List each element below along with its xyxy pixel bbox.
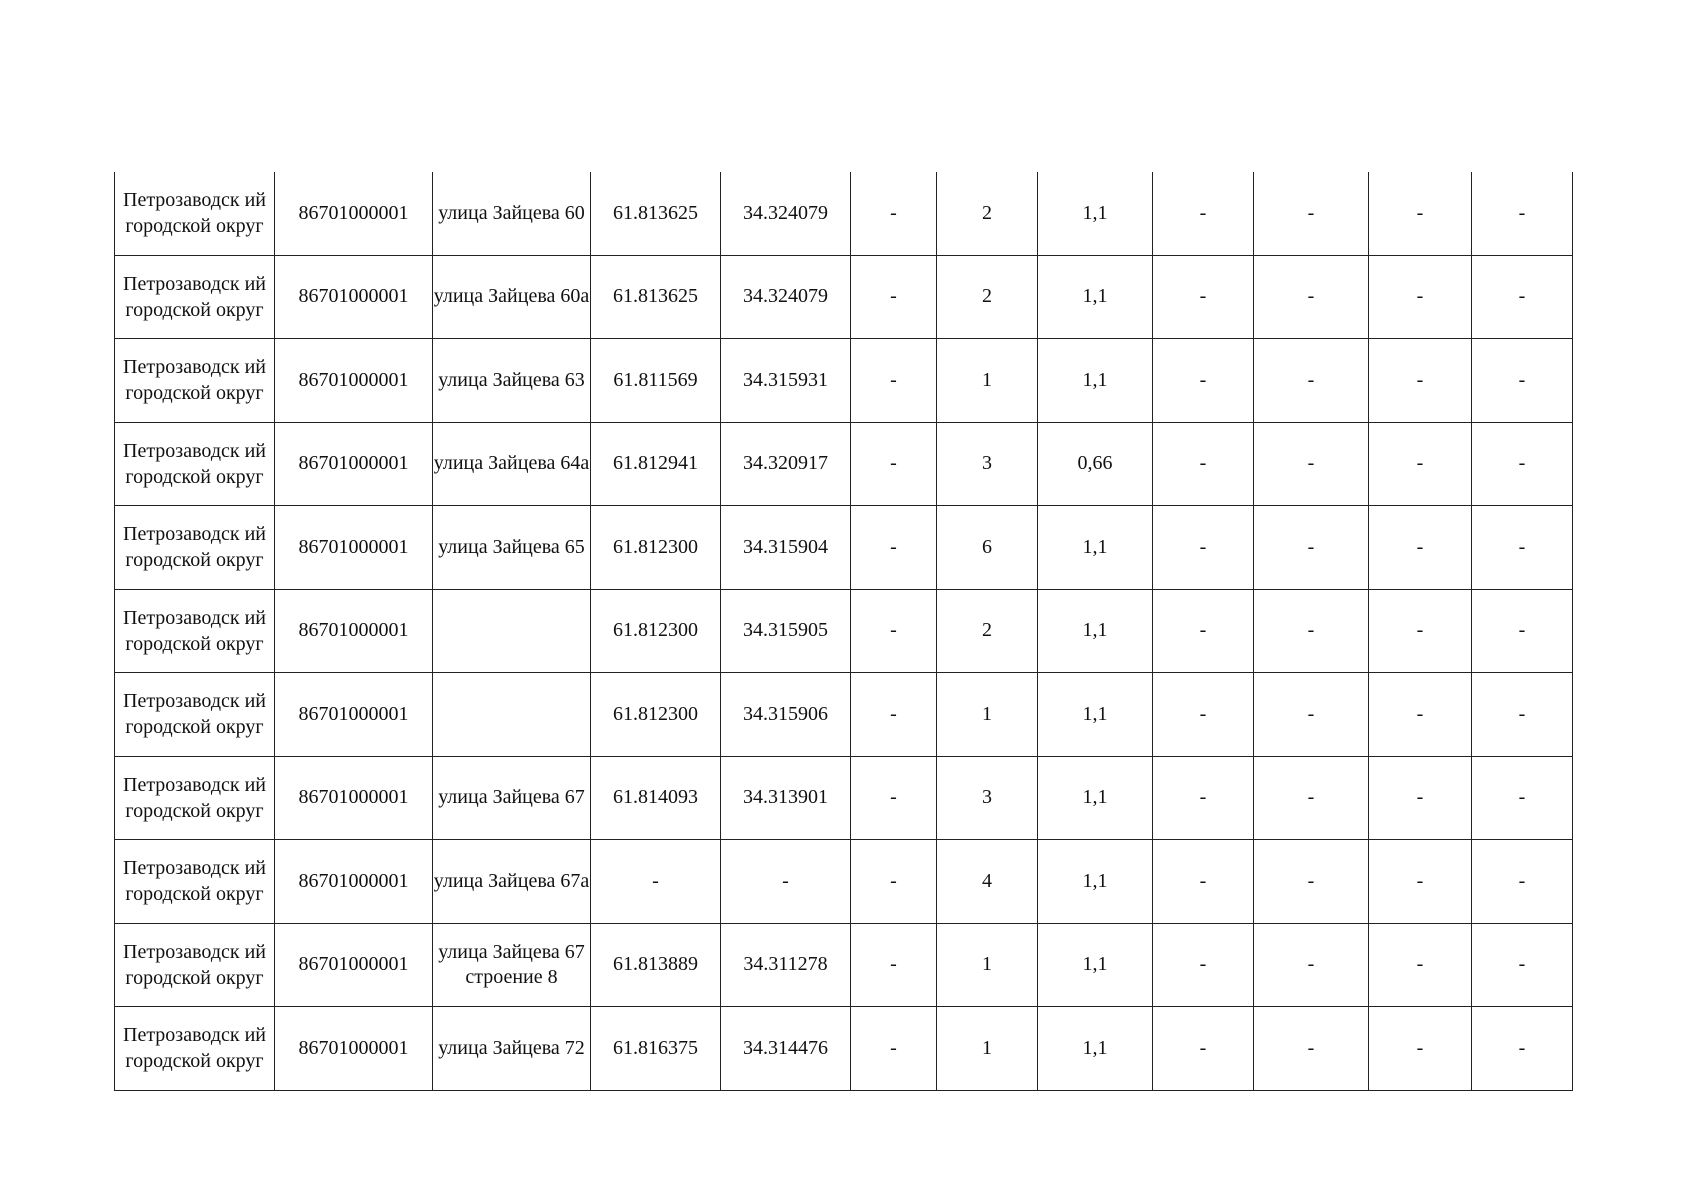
cell-col9: -	[1153, 339, 1254, 423]
cell-latitude: 61.811569	[591, 339, 721, 423]
cell-col11: -	[1369, 339, 1472, 423]
cell-col6: -	[851, 422, 937, 506]
cell-address: улица Зайцева 60	[433, 172, 591, 255]
cell-col6: -	[851, 589, 937, 673]
cell-col11: -	[1369, 506, 1472, 590]
cell-oktmo-code: 86701000001	[275, 756, 433, 840]
cell-col10: -	[1254, 255, 1369, 339]
cell-col11: -	[1369, 172, 1472, 255]
cell-col9: -	[1153, 506, 1254, 590]
table-row	[115, 172, 1573, 255]
cell-longitude: 34.320917	[721, 422, 851, 506]
cell-volume: 1,1	[1038, 1007, 1153, 1091]
cell-col10: -	[1254, 589, 1369, 673]
cell-address: улица Зайцева 72	[433, 1007, 591, 1091]
cell-col11: -	[1369, 422, 1472, 506]
cell-col10: -	[1254, 339, 1369, 423]
cell-col11: -	[1369, 840, 1472, 924]
cell-latitude: 61.813625	[591, 172, 721, 255]
cell-oktmo-code: 86701000001	[275, 1007, 433, 1091]
cell-municipality: Петрозаводск ий городской округ	[115, 756, 275, 840]
cell-col9: -	[1153, 923, 1254, 1007]
cell-latitude: 61.816375	[591, 1007, 721, 1091]
cell-col11: -	[1369, 255, 1472, 339]
cell-longitude: 34.311278	[721, 923, 851, 1007]
cell-longitude: 34.324079	[721, 172, 851, 255]
cell-latitude: 61.812300	[591, 589, 721, 673]
cell-volume: 1,1	[1038, 756, 1153, 840]
cell-address: улица Зайцева 67 строение 8	[433, 923, 591, 1007]
cell-volume: 1,1	[1038, 506, 1153, 590]
cell-count: 1	[937, 339, 1038, 423]
cell-col12: -	[1472, 255, 1573, 339]
cell-col11: -	[1369, 1007, 1472, 1091]
cell-latitude: -	[591, 840, 721, 924]
cell-longitude: 34.315905	[721, 589, 851, 673]
cell-municipality: Петрозаводск ий городской округ	[115, 589, 275, 673]
cell-col10: -	[1254, 422, 1369, 506]
cell-count: 2	[937, 172, 1038, 255]
cell-col9: -	[1153, 172, 1254, 255]
cell-col10: -	[1254, 172, 1369, 255]
cell-count: 1	[937, 923, 1038, 1007]
cell-oktmo-code: 86701000001	[275, 172, 433, 255]
cell-address	[433, 673, 591, 757]
cell-col12: -	[1472, 840, 1573, 924]
cell-col11: -	[1369, 756, 1472, 840]
cell-address: улица Зайцева 63	[433, 339, 591, 423]
table-row	[115, 339, 1573, 423]
cell-longitude: -	[721, 840, 851, 924]
cell-count: 1	[937, 1007, 1038, 1091]
cell-col12: -	[1472, 422, 1573, 506]
cell-municipality: Петрозаводск ий городской округ	[115, 339, 275, 423]
cell-oktmo-code: 86701000001	[275, 255, 433, 339]
cell-count: 1	[937, 673, 1038, 757]
cell-col12: -	[1472, 172, 1573, 255]
cell-col11: -	[1369, 673, 1472, 757]
cell-volume: 1,1	[1038, 589, 1153, 673]
cell-col10: -	[1254, 673, 1369, 757]
cell-col6: -	[851, 756, 937, 840]
cell-longitude: 34.313901	[721, 756, 851, 840]
cell-latitude: 61.813625	[591, 255, 721, 339]
cell-col12: -	[1472, 506, 1573, 590]
cell-oktmo-code: 86701000001	[275, 422, 433, 506]
cell-col6: -	[851, 1007, 937, 1091]
cell-longitude: 34.314476	[721, 1007, 851, 1091]
cell-col10: -	[1254, 756, 1369, 840]
cell-count: 3	[937, 422, 1038, 506]
table-row	[115, 923, 1573, 1007]
cell-volume: 1,1	[1038, 172, 1153, 255]
cell-col6: -	[851, 172, 937, 255]
cell-col9: -	[1153, 840, 1254, 924]
table-row	[115, 422, 1573, 506]
cell-col6: -	[851, 673, 937, 757]
table-row	[115, 589, 1573, 673]
cell-count: 2	[937, 589, 1038, 673]
cell-col11: -	[1369, 923, 1472, 1007]
cell-oktmo-code: 86701000001	[275, 673, 433, 757]
cell-municipality: Петрозаводск ий городской округ	[115, 172, 275, 255]
cell-longitude: 34.315906	[721, 673, 851, 757]
cell-col12: -	[1472, 756, 1573, 840]
cell-col6: -	[851, 840, 937, 924]
table-row	[115, 673, 1573, 757]
cell-latitude: 61.813889	[591, 923, 721, 1007]
cell-address: улица Зайцева 60а	[433, 255, 591, 339]
cell-address: улица Зайцева 67а	[433, 840, 591, 924]
cell-municipality: Петрозаводск ий городской округ	[115, 840, 275, 924]
cell-col6: -	[851, 339, 937, 423]
cell-latitude: 61.814093	[591, 756, 721, 840]
cell-volume: 1,1	[1038, 673, 1153, 757]
cell-volume: 1,1	[1038, 339, 1153, 423]
cell-latitude: 61.812300	[591, 506, 721, 590]
cell-col9: -	[1153, 422, 1254, 506]
cell-col10: -	[1254, 506, 1369, 590]
cell-latitude: 61.812941	[591, 422, 721, 506]
cell-longitude: 34.315931	[721, 339, 851, 423]
cell-oktmo-code: 86701000001	[275, 923, 433, 1007]
table-row	[115, 756, 1573, 840]
table-row	[115, 1007, 1573, 1091]
cell-address	[433, 589, 591, 673]
cell-col9: -	[1153, 756, 1254, 840]
cell-volume: 0,66	[1038, 422, 1153, 506]
cell-col6: -	[851, 506, 937, 590]
cell-oktmo-code: 86701000001	[275, 589, 433, 673]
cell-municipality: Петрозаводск ий городской округ	[115, 673, 275, 757]
cell-volume: 1,1	[1038, 923, 1153, 1007]
cell-col10: -	[1254, 840, 1369, 924]
cell-municipality: Петрозаводск ий городской округ	[115, 422, 275, 506]
table-row	[115, 840, 1573, 924]
cell-oktmo-code: 86701000001	[275, 840, 433, 924]
cell-col11: -	[1369, 589, 1472, 673]
cell-col9: -	[1153, 255, 1254, 339]
cell-oktmo-code: 86701000001	[275, 506, 433, 590]
cell-col12: -	[1472, 673, 1573, 757]
cell-col12: -	[1472, 589, 1573, 673]
cell-col12: -	[1472, 1007, 1573, 1091]
data-table	[114, 172, 1573, 1091]
cell-count: 2	[937, 255, 1038, 339]
cell-count: 6	[937, 506, 1038, 590]
cell-address: улица Зайцева 67	[433, 756, 591, 840]
cell-municipality: Петрозаводск ий городской округ	[115, 923, 275, 1007]
cell-municipality: Петрозаводск ий городской округ	[115, 255, 275, 339]
cell-count: 4	[937, 840, 1038, 924]
cell-col10: -	[1254, 1007, 1369, 1091]
cell-oktmo-code: 86701000001	[275, 339, 433, 423]
cell-municipality: Петрозаводск ий городской округ	[115, 1007, 275, 1091]
cell-address: улица Зайцева 64а	[433, 422, 591, 506]
cell-col9: -	[1153, 673, 1254, 757]
cell-address: улица Зайцева 65	[433, 506, 591, 590]
cell-col10: -	[1254, 923, 1369, 1007]
cell-longitude: 34.315904	[721, 506, 851, 590]
table-row	[115, 255, 1573, 339]
cell-volume: 1,1	[1038, 255, 1153, 339]
cell-col6: -	[851, 923, 937, 1007]
cell-col6: -	[851, 255, 937, 339]
cell-col12: -	[1472, 339, 1573, 423]
table-row	[115, 506, 1573, 590]
cell-latitude: 61.812300	[591, 673, 721, 757]
cell-count: 3	[937, 756, 1038, 840]
cell-col9: -	[1153, 589, 1254, 673]
cell-col12: -	[1472, 923, 1573, 1007]
cell-volume: 1,1	[1038, 840, 1153, 924]
cell-col9: -	[1153, 1007, 1254, 1091]
cell-municipality: Петрозаводск ий городской округ	[115, 506, 275, 590]
cell-longitude: 34.324079	[721, 255, 851, 339]
